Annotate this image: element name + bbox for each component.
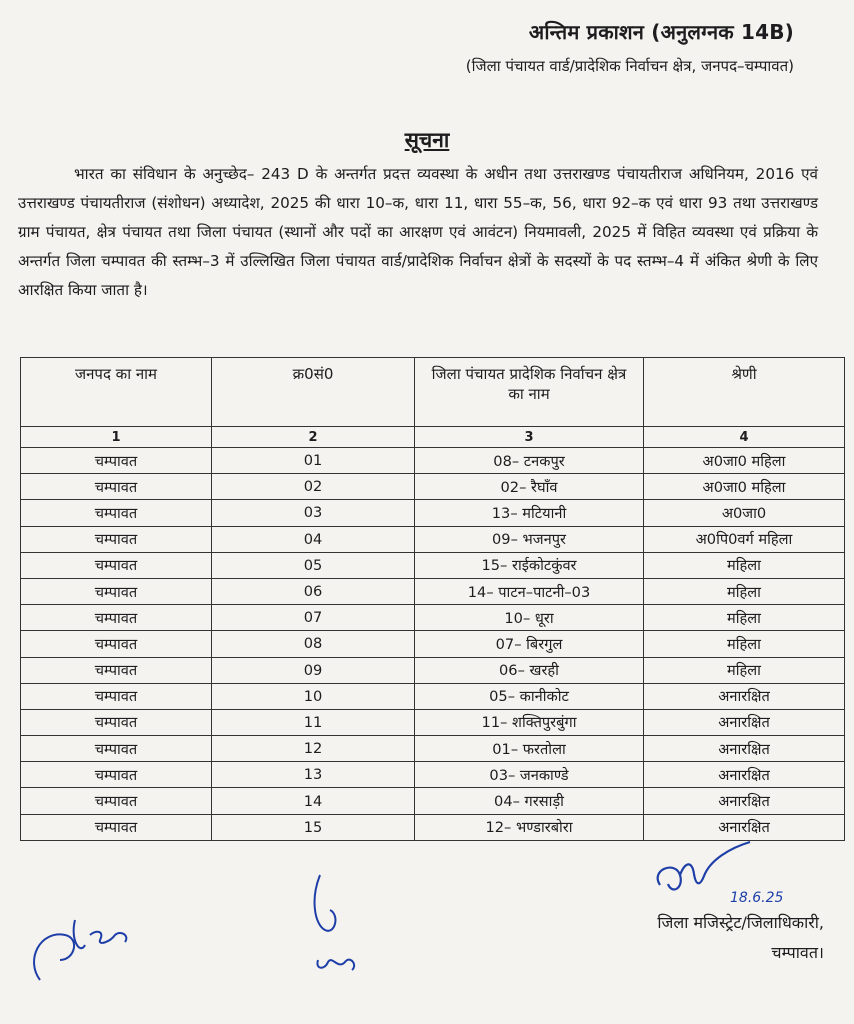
cell-category: अनारक्षित — [644, 683, 845, 709]
cell-category: महिला — [644, 631, 845, 657]
reservation-table — [20, 357, 845, 841]
table-row — [21, 526, 845, 552]
cell-serial: 06 — [212, 578, 415, 604]
cell-district: चम्पावत — [21, 526, 212, 552]
table-row — [21, 552, 845, 578]
cell-district: चम्पावत — [21, 788, 212, 814]
document-subtitle: (जिला पंचायत वार्ड/प्रादेशिक निर्वाचन क्षेत्र, जनपद–चम्पावत) — [465, 57, 794, 75]
table-row — [21, 736, 845, 762]
header-category: श्रेणी — [644, 358, 845, 427]
cell-serial: 09 — [212, 657, 415, 683]
signature-date: 18.6.25 — [730, 890, 784, 906]
notice-body: भारत का संविधान के अनुच्छेद– 243 D के अन्तर्गत प्रदत्त व्यवस्था के अधीन तथा उत्तराखण्ड पंचायतीराज अधिनियम, 2016 एवं उत्तराखण्ड पंचायतीराज (संशोधन) अध्यादेश, 2025 की धारा 10–क, धारा 11, धारा 55–क, 56, धारा 92–क एवं धारा 93 तथा उत्तराखण्ड ग्राम पंचायत, क्षेत्र पंचायत तथा जिला पंचायत (स्थानों और पदों का आरक्षण एवं आवंटन) नियमावली, 2025 में विहित व्यवस्था एवं प्रक्रिया के अन्तर्गत जिला चम्पावत की स्तम्भ–3 में उल्लिखित जिला पंचायत वार्ड/प्रादेशिक निर्वाचन क्षेत्रों के सदस्यों के पद स्तम्भ–4 में अंकित श्रेणी के लिए आरक्षित किया जाता है। — [18, 165, 818, 299]
cell-district: चम्पावत — [21, 631, 212, 657]
cell-district: चम्पावत — [21, 605, 212, 631]
cell-district: चम्पावत — [21, 814, 212, 840]
cell-district: चम्पावत — [21, 683, 212, 709]
document-title: अन्तिम प्रकाशन (अनुलग्नक 14B) — [528, 20, 794, 44]
table-row — [21, 448, 845, 474]
cell-constituency: 04– गरसाड़ी — [415, 788, 644, 814]
cell-serial: 10 — [212, 683, 415, 709]
cell-district: चम्पावत — [21, 578, 212, 604]
cell-serial: 02 — [212, 474, 415, 500]
table-row — [21, 814, 845, 840]
table-row — [21, 709, 845, 735]
notice-heading: सूचना — [404, 128, 450, 152]
cell-constituency: 15– राईकोटकुंवर — [415, 552, 644, 578]
cell-category: अ0पि0वर्ग महिला — [644, 526, 845, 552]
cell-category: अनारक्षित — [644, 814, 845, 840]
signatory-place: चम्पावत। — [771, 943, 824, 962]
cell-constituency: 13– मटियानी — [415, 500, 644, 526]
col-number: 2 — [212, 427, 415, 448]
cell-serial: 12 — [212, 736, 415, 762]
cell-serial: 14 — [212, 788, 415, 814]
table-row — [21, 631, 845, 657]
cell-category: महिला — [644, 578, 845, 604]
cell-district: चम्पावत — [21, 762, 212, 788]
header-constituency: जिला पंचायत प्रादेशिक निर्वाचन क्षेत्र का नाम — [415, 358, 644, 427]
cell-category: अ0जा0 — [644, 500, 845, 526]
cell-constituency: 14– पाटन–पाटनी–03 — [415, 578, 644, 604]
cell-constituency: 12– भण्डारबोरा — [415, 814, 644, 840]
cell-category: अनारक्षित — [644, 736, 845, 762]
cell-district: चम्पावत — [21, 474, 212, 500]
cell-serial: 15 — [212, 814, 415, 840]
cell-category: अनारक्षित — [644, 788, 845, 814]
table-row — [21, 605, 845, 631]
cell-constituency: 07– बिरगुल — [415, 631, 644, 657]
table-row — [21, 762, 845, 788]
cell-constituency: 01– फरतोला — [415, 736, 644, 762]
cell-category: अनारक्षित — [644, 709, 845, 735]
cell-district: चम्पावत — [21, 657, 212, 683]
signatory-title — [657, 908, 824, 968]
cell-district: चम्पावत — [21, 736, 212, 762]
initials-mark-left — [20, 900, 150, 1000]
cell-serial: 04 — [212, 526, 415, 552]
cell-serial: 05 — [212, 552, 415, 578]
cell-district: चम्पावत — [21, 552, 212, 578]
cell-category: महिला — [644, 605, 845, 631]
table-row — [21, 500, 845, 526]
col-number: 1 — [21, 427, 212, 448]
table-row — [21, 683, 845, 709]
cell-serial: 11 — [212, 709, 415, 735]
cell-serial: 07 — [212, 605, 415, 631]
cell-category: अनारक्षित — [644, 762, 845, 788]
column-number-row — [21, 427, 845, 448]
cell-serial: 13 — [212, 762, 415, 788]
header-serial: क्र0सं0 — [212, 358, 415, 427]
cell-serial: 01 — [212, 448, 415, 474]
cell-category: महिला — [644, 657, 845, 683]
cell-category: महिला — [644, 552, 845, 578]
col-number: 3 — [415, 427, 644, 448]
col-number: 4 — [644, 427, 845, 448]
table-header-row — [21, 358, 845, 427]
header-district: जनपद का नाम — [21, 358, 212, 427]
cell-district: चम्पावत — [21, 500, 212, 526]
cell-serial: 08 — [212, 631, 415, 657]
cell-district: चम्पावत — [21, 709, 212, 735]
cell-constituency: 06– खरही — [415, 657, 644, 683]
cell-constituency: 05– कानीकोट — [415, 683, 644, 709]
cell-constituency: 11– शक्तिपुरबुंगा — [415, 709, 644, 735]
cell-category: अ0जा0 महिला — [644, 448, 845, 474]
cell-constituency: 09– भजनपुर — [415, 526, 644, 552]
cell-district: चम्पावत — [21, 448, 212, 474]
table-row — [21, 578, 845, 604]
cell-category: अ0जा0 महिला — [644, 474, 845, 500]
signature-mark — [580, 840, 840, 910]
cell-constituency: 02– रैघाँव — [415, 474, 644, 500]
signatory-designation: जिला मजिस्ट्रेट/जिलाधिकारी, — [657, 913, 824, 932]
cell-constituency: 08– टनकपुर — [415, 448, 644, 474]
cell-serial: 03 — [212, 500, 415, 526]
initials-mark-center — [300, 870, 380, 990]
signature-block — [580, 840, 840, 914]
cell-constituency: 10– धूरा — [415, 605, 644, 631]
table-row — [21, 657, 845, 683]
table-row — [21, 474, 845, 500]
table-row — [21, 788, 845, 814]
cell-constituency: 03– जनकाण्डे — [415, 762, 644, 788]
